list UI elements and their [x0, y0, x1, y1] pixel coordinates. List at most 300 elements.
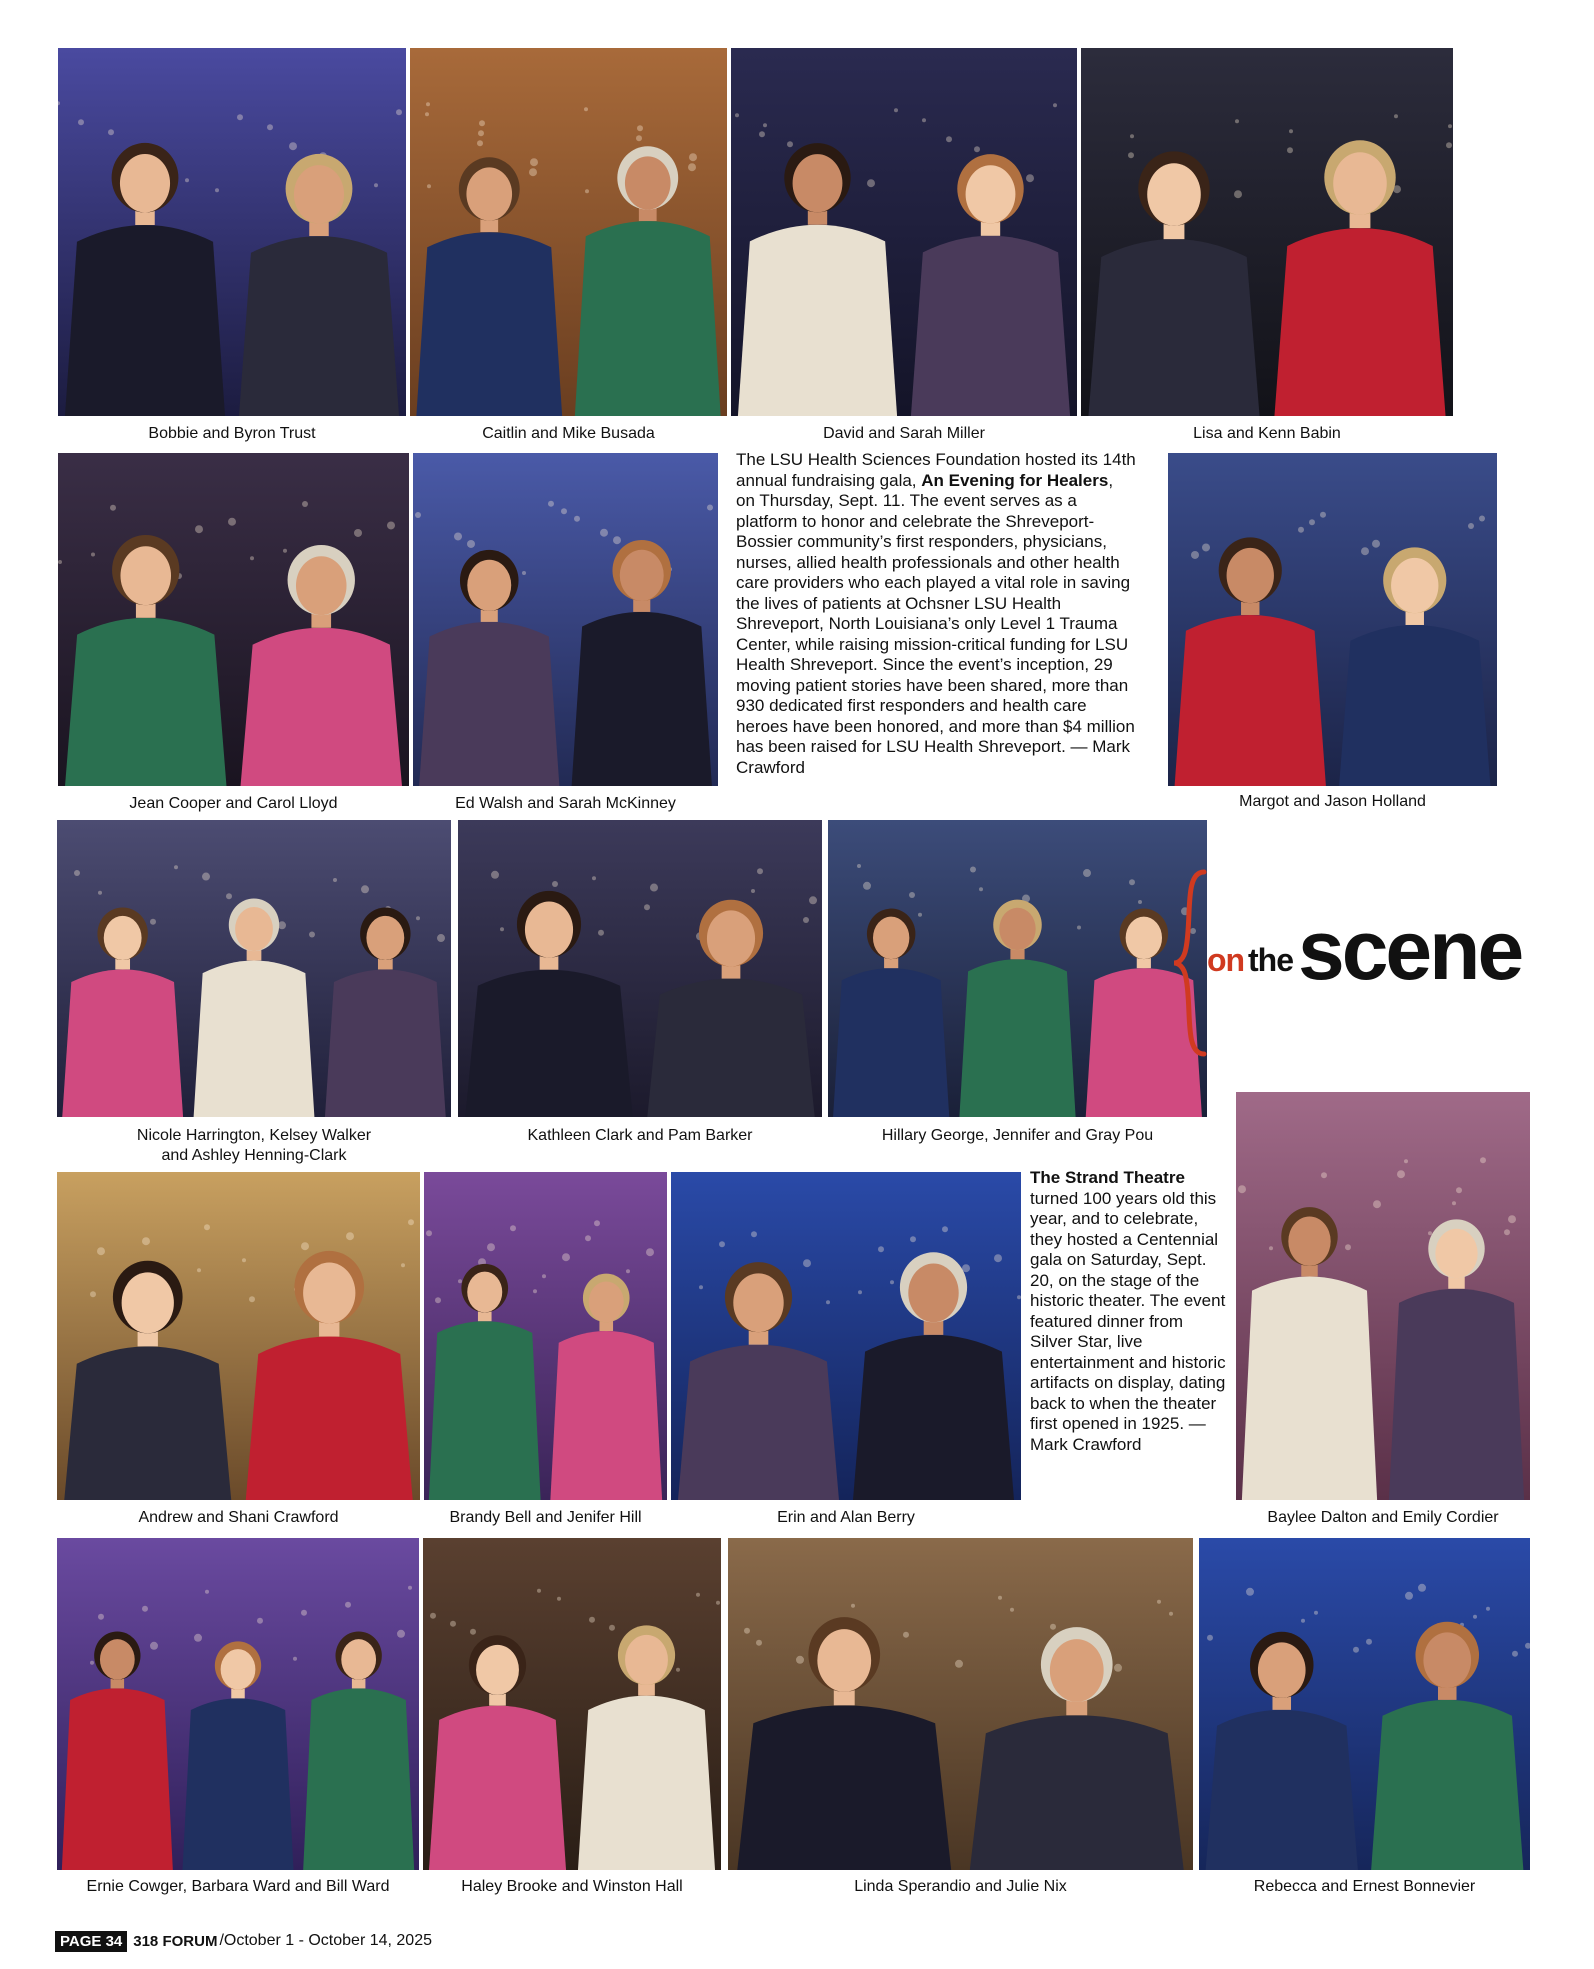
venue-light	[1130, 134, 1134, 138]
venue-light	[585, 189, 589, 193]
venue-light	[354, 529, 362, 537]
caption-5: Jean Cooper and Carol Lloyd	[129, 795, 338, 812]
venue-light	[735, 113, 739, 117]
person-head	[104, 916, 142, 960]
venue-light	[1202, 543, 1210, 551]
venue-light	[1372, 540, 1380, 548]
page-number: PAGE 34	[55, 1931, 127, 1952]
person-body	[65, 225, 225, 416]
venue-light	[110, 505, 116, 511]
person-body	[62, 969, 183, 1117]
photo-3	[731, 48, 1077, 416]
person-head	[1258, 1642, 1306, 1698]
venue-light	[1234, 190, 1242, 198]
venue-light	[1138, 900, 1142, 904]
venue-light	[283, 549, 287, 553]
venue-light	[427, 184, 431, 188]
venue-light	[425, 112, 429, 116]
venue-light	[562, 1253, 570, 1261]
venue-light	[1289, 129, 1293, 133]
venue-light	[228, 518, 236, 526]
photo-9	[458, 820, 822, 1117]
venue-light	[1353, 1647, 1359, 1653]
venue-light	[1428, 1231, 1432, 1235]
people-silhouettes	[1081, 48, 1453, 416]
venue-light	[1321, 1172, 1327, 1178]
venue-light	[979, 887, 983, 891]
caption-3: David and Sarah Miller	[823, 425, 985, 442]
venue-light	[401, 1263, 405, 1267]
venue-light	[1504, 1229, 1510, 1235]
person-body	[239, 236, 399, 416]
person-head	[525, 902, 573, 958]
person-body	[1242, 1277, 1377, 1500]
venue-light	[716, 1601, 720, 1605]
venue-light	[237, 114, 243, 120]
person-head	[466, 167, 512, 220]
photo-12	[57, 1172, 420, 1500]
venue-light	[1246, 1588, 1254, 1596]
photo-10	[828, 820, 1207, 1117]
person-head	[1050, 1639, 1104, 1702]
venue-light	[796, 1656, 804, 1664]
venue-light	[858, 1290, 862, 1294]
person-head	[467, 560, 511, 611]
photo-13	[424, 1172, 667, 1500]
photo-1	[58, 48, 406, 416]
venue-light	[787, 141, 793, 147]
venue-light	[250, 556, 254, 560]
venue-light	[689, 153, 697, 161]
venue-light	[1238, 1185, 1246, 1193]
venue-light	[942, 1226, 948, 1232]
photo-4	[1081, 48, 1453, 416]
venue-light	[408, 1219, 414, 1225]
caption-1: Bobbie and Byron Trust	[148, 425, 316, 442]
person-body	[465, 970, 632, 1117]
venue-light	[600, 529, 608, 537]
venue-light	[707, 504, 713, 510]
people-silhouettes	[828, 820, 1207, 1117]
venue-light	[1452, 1201, 1456, 1205]
person-body	[970, 1715, 1184, 1870]
venue-light	[1157, 1600, 1161, 1604]
venue-light	[78, 119, 84, 125]
venue-light	[676, 1668, 680, 1672]
venue-light	[150, 919, 156, 925]
venue-light	[90, 1291, 96, 1297]
person-body	[194, 961, 315, 1117]
lsu-article	[736, 450, 1136, 778]
venue-light	[1361, 547, 1369, 555]
venue-light	[594, 1220, 600, 1226]
photo-17	[728, 1538, 1193, 1870]
person-head	[1333, 152, 1387, 214]
venue-light	[998, 1596, 1002, 1600]
person-body	[853, 1335, 1014, 1500]
venue-light	[242, 1258, 246, 1262]
venue-light	[1345, 1244, 1351, 1250]
venue-light	[1405, 1592, 1413, 1600]
venue-light	[751, 889, 755, 893]
person-body	[182, 1698, 293, 1870]
caption-7: Margot and Jason Holland	[1239, 793, 1426, 810]
venue-light	[408, 1586, 412, 1590]
person-head	[120, 154, 170, 212]
venue-light	[1128, 152, 1134, 158]
venue-light	[756, 1640, 762, 1646]
person-head	[1435, 1229, 1477, 1278]
venue-light	[542, 1274, 546, 1278]
venue-light	[533, 1289, 537, 1293]
venue-light	[857, 864, 861, 868]
person-head	[366, 916, 404, 960]
person-body	[738, 225, 897, 416]
person-head	[296, 556, 347, 615]
venue-light	[91, 552, 95, 556]
venue-light	[500, 927, 504, 931]
venue-light	[613, 536, 621, 544]
person-head	[620, 550, 664, 601]
venue-light	[626, 1269, 630, 1273]
venue-light	[195, 525, 203, 533]
person-head	[1147, 163, 1201, 225]
venue-light	[1486, 1607, 1490, 1611]
venue-light	[1191, 551, 1199, 559]
venue-light	[1050, 1624, 1056, 1630]
venue-light	[205, 1590, 209, 1594]
venue-light	[1366, 1639, 1372, 1645]
person-body	[1389, 1289, 1524, 1500]
venue-light	[1512, 1651, 1518, 1657]
venue-light	[918, 913, 922, 917]
photo-6	[413, 453, 718, 786]
venue-light	[1010, 1608, 1014, 1612]
venue-light	[202, 873, 210, 881]
people-silhouettes	[1168, 453, 1497, 786]
venue-light	[574, 516, 580, 522]
venue-light	[1298, 527, 1304, 533]
person-head	[1288, 1217, 1330, 1266]
caption-13: Brandy Bell and Jenifer Hill	[449, 1509, 642, 1526]
venue-light	[397, 1630, 405, 1638]
person-body	[65, 618, 226, 786]
venue-light	[1114, 1664, 1122, 1672]
venue-light	[437, 934, 445, 942]
person-body	[429, 1706, 566, 1870]
venue-light	[644, 904, 650, 910]
venue-light	[1418, 1584, 1426, 1592]
venue-light	[757, 868, 763, 874]
person-head	[467, 1272, 502, 1313]
people-silhouettes	[413, 453, 718, 786]
venue-light	[491, 871, 499, 879]
venue-light	[142, 1606, 148, 1612]
venue-light	[646, 1248, 654, 1256]
venue-light	[301, 1610, 307, 1616]
venue-light	[249, 1296, 255, 1302]
photo-16	[423, 1538, 721, 1870]
people-silhouettes	[458, 820, 822, 1117]
person-head	[817, 1629, 871, 1692]
venue-light	[867, 179, 875, 187]
venue-light	[909, 892, 915, 898]
caption-8: Nicole Harrington, Kelsey Walker and Ashley Henning-Clark	[136, 1127, 372, 1164]
photo-2	[410, 48, 727, 416]
person-head	[873, 917, 909, 959]
person-body	[1371, 1700, 1523, 1870]
venue-light	[637, 125, 643, 131]
venue-light	[333, 878, 337, 882]
venue-light	[589, 1617, 595, 1623]
venue-light	[470, 1629, 476, 1635]
venue-light	[894, 108, 898, 112]
venue-light	[994, 1254, 1002, 1262]
person-body	[246, 1337, 413, 1500]
venue-light	[396, 109, 402, 115]
person-head	[100, 1639, 135, 1680]
people-silhouettes	[423, 1538, 721, 1870]
venue-light	[345, 1602, 351, 1608]
venue-light	[1301, 1619, 1305, 1623]
caption-11: Baylee Dalton and Emily Cordier	[1267, 1509, 1499, 1526]
person-head	[1391, 558, 1438, 613]
people-silhouettes	[731, 48, 1077, 416]
photo-11	[1236, 1092, 1530, 1500]
person-body	[550, 1331, 662, 1500]
venue-light	[267, 124, 273, 130]
venue-light	[955, 1660, 963, 1668]
venue-light	[1235, 119, 1239, 123]
venue-light	[150, 1642, 158, 1650]
people-silhouettes	[410, 48, 727, 416]
venue-light	[922, 118, 926, 122]
person-head	[1423, 1632, 1471, 1688]
person-head	[341, 1639, 376, 1680]
venue-light	[650, 884, 658, 892]
venue-light	[1269, 1246, 1273, 1250]
venue-light	[97, 1247, 105, 1255]
venue-light	[903, 1632, 909, 1638]
venue-light	[851, 1604, 855, 1608]
strand-article-body: turned 100 years old this year, and to celebrate, they hosted a Centennial gala on Saturday, Sept. 20, on the stage of the historic theater. The event featured dinner from Silver Star, live entertainment and historic artifacts on display, dating back to when the theater first opened in 1925. — Mark Crawford	[1030, 1188, 1226, 1454]
venue-light	[1320, 512, 1326, 518]
person-head	[625, 1635, 668, 1685]
person-head	[999, 908, 1035, 950]
venue-light	[361, 885, 369, 893]
venue-light	[257, 1618, 263, 1624]
person-head	[733, 1273, 783, 1332]
venue-light	[1479, 515, 1485, 521]
person-body	[419, 622, 559, 786]
venue-light	[74, 870, 80, 876]
lsu-article-intro: The LSU Health Sciences Foundation hosted its 14th annual fundraising gala,	[736, 450, 1136, 490]
people-silhouettes	[58, 453, 409, 786]
person-body	[1206, 1710, 1358, 1870]
venue-light	[478, 130, 484, 136]
venue-light	[454, 532, 462, 540]
photo-7	[1168, 453, 1497, 786]
caption-4: Lisa and Kenn Babin	[1193, 425, 1341, 442]
venue-light	[458, 1279, 462, 1283]
venue-light	[416, 916, 420, 920]
venue-light	[522, 571, 526, 575]
venue-light	[1456, 1187, 1462, 1193]
venue-light	[598, 930, 604, 936]
venue-light	[387, 521, 395, 529]
people-silhouettes	[1236, 1092, 1530, 1500]
person-head	[303, 1262, 355, 1323]
venue-light	[108, 129, 114, 135]
logo-scene: scene	[1298, 903, 1522, 997]
venue-light	[226, 893, 232, 899]
person-head	[294, 165, 344, 223]
person-body	[737, 1705, 951, 1870]
person-head	[476, 1645, 519, 1695]
venue-light	[878, 1246, 884, 1252]
venue-light	[719, 1241, 725, 1247]
venue-light	[763, 123, 767, 127]
person-head	[589, 1281, 624, 1322]
person-body	[959, 959, 1075, 1117]
person-head	[221, 1649, 256, 1690]
people-silhouettes	[1199, 1538, 1530, 1870]
venue-light	[1083, 869, 1091, 877]
person-body	[678, 1345, 839, 1500]
venue-light	[974, 146, 980, 152]
photo-5	[58, 453, 409, 786]
caption-18: Rebecca and Ernest Bonnevier	[1253, 1878, 1476, 1895]
caption-15: Ernie Cowger, Barbara Ward and Bill Ward	[86, 1878, 390, 1895]
page-footer	[55, 1930, 432, 1952]
venue-light	[1508, 1215, 1516, 1223]
person-body	[647, 979, 814, 1117]
person-body	[429, 1321, 541, 1500]
caption-12: Andrew and Shani Crawford	[138, 1509, 339, 1526]
venue-light	[636, 135, 642, 141]
person-body	[833, 968, 949, 1117]
venue-light	[346, 1232, 354, 1240]
venue-light	[374, 183, 378, 187]
photo-8	[57, 820, 451, 1117]
venue-light	[557, 1597, 561, 1601]
venue-light	[1446, 142, 1452, 148]
venue-light	[487, 1243, 495, 1251]
venue-light	[1404, 1159, 1408, 1163]
venue-light	[751, 1231, 757, 1237]
caption-14: Erin and Alan Berry	[777, 1509, 915, 1526]
venue-light	[1169, 1612, 1173, 1616]
venue-light	[1314, 1611, 1318, 1615]
person-head	[235, 907, 273, 951]
venue-light	[585, 1235, 591, 1241]
venue-light	[426, 1230, 432, 1236]
venue-light	[1207, 1635, 1213, 1641]
people-silhouettes	[728, 1538, 1193, 1870]
photo-14	[671, 1172, 1021, 1500]
venue-light	[58, 101, 60, 105]
venue-light	[1309, 519, 1315, 525]
venue-light	[1397, 1170, 1405, 1178]
venue-light	[415, 512, 421, 518]
venue-light	[98, 891, 102, 895]
venue-light	[1373, 1200, 1381, 1208]
person-body	[416, 232, 562, 416]
person-head	[1126, 917, 1162, 959]
caption-16: Haley Brooke and Winston Hall	[461, 1878, 683, 1895]
venue-light	[1017, 1295, 1021, 1299]
venue-light	[592, 876, 596, 880]
venue-light	[479, 120, 485, 126]
venue-light	[946, 136, 952, 142]
venue-light	[185, 178, 189, 182]
venue-light	[688, 163, 696, 171]
people-silhouettes	[57, 820, 451, 1117]
venue-light	[561, 508, 567, 514]
venue-light	[293, 1657, 297, 1661]
venue-light	[1053, 103, 1057, 107]
venue-light	[98, 1614, 104, 1620]
person-body	[1274, 228, 1445, 416]
venue-light	[430, 1613, 436, 1619]
lsu-article-body: , on Thursday, Sept. 11. The event serves as a platform to honor and celebrate the Shreveport-Bossier community’s first responders, physicians, nurses, allied health professionals and other health care providers who each played a vital role in saving the lives of patients at Ochsner LSU Health Shreveport, North Louisiana’s only Level 1 Trauma Center, while raising mission-critical funding for LSU Health Shreveport. Since the event’s inception, 29 moving patient stories have been shared, more than 930 dedicated first responders and health care heroes have been honored, and more than $4 million has been raised for LSU Health Shreveport. — Mark Crawford	[736, 470, 1135, 777]
venue-light	[584, 107, 588, 111]
venue-light	[910, 1236, 916, 1242]
venue-light	[197, 1268, 201, 1272]
venue-light	[744, 1628, 750, 1634]
person-head	[625, 156, 671, 209]
venue-light	[204, 1224, 210, 1230]
strand-event-name: The Strand Theatre	[1030, 1168, 1185, 1187]
venue-light	[803, 1259, 811, 1267]
venue-light	[309, 932, 315, 938]
caption-10: Hillary George, Jennifer and Gray Pou	[881, 1127, 1154, 1144]
people-silhouettes	[424, 1172, 667, 1500]
logo-the: the	[1248, 942, 1293, 978]
people-silhouettes	[57, 1172, 420, 1500]
person-body	[1088, 239, 1259, 416]
venue-light	[759, 131, 765, 137]
person-body	[241, 628, 402, 786]
person-head	[120, 546, 171, 605]
photo-15	[57, 1538, 419, 1870]
venue-light	[435, 1297, 441, 1303]
person-body	[62, 1688, 173, 1870]
venue-light	[548, 501, 554, 507]
venue-light	[426, 102, 430, 106]
person-head	[908, 1263, 958, 1322]
venue-light	[1473, 1615, 1477, 1619]
venue-light	[142, 1237, 150, 1245]
venue-light	[90, 1661, 94, 1665]
venue-light	[450, 1621, 456, 1627]
venue-light	[215, 188, 219, 192]
venue-light	[530, 158, 538, 166]
person-body	[303, 1688, 414, 1870]
venue-light	[890, 1280, 894, 1284]
venue-light	[826, 1300, 830, 1304]
person-body	[1339, 625, 1490, 786]
venue-light	[970, 867, 976, 873]
person-head	[1227, 548, 1274, 603]
venue-light	[1468, 523, 1474, 529]
venue-light	[477, 140, 483, 146]
person-head	[793, 154, 843, 212]
person-body	[911, 236, 1070, 416]
venue-light	[302, 501, 308, 507]
venue-light	[537, 1589, 541, 1593]
magazine-name: 318 FORUM	[133, 1932, 218, 1950]
